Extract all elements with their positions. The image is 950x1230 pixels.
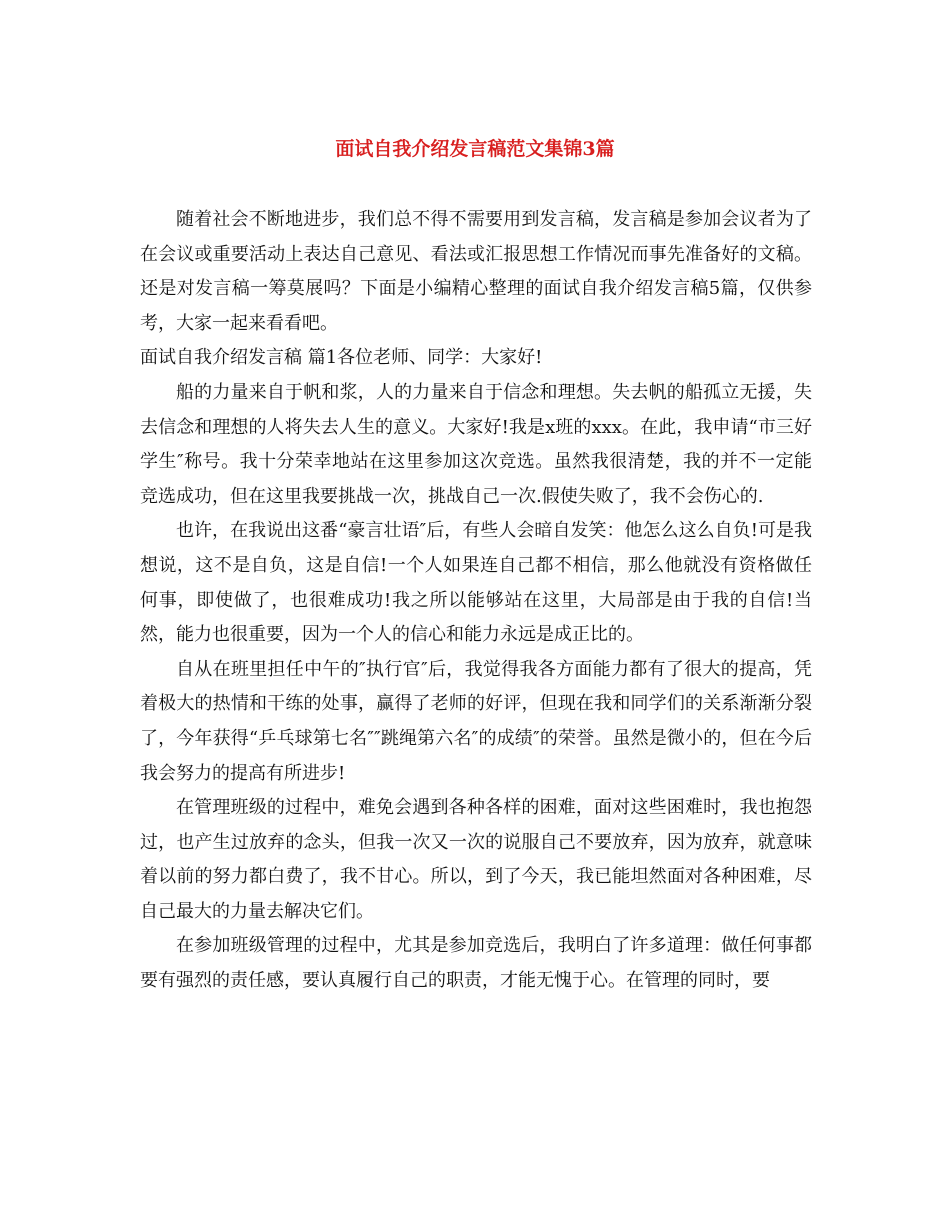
body-paragraph: 在参加班级管理的过程中，尤其是参加竞选后，我明白了许多道理：做任何事都要有强烈的责任感，要认真履行自己的职责，才能无愧于心。在管理的同时，要 [140,935,812,992]
body-paragraph: 也许，在我说出这番“豪言壮语″后，有些人会暗自发笑：他怎么这么自负!可是我想说，这不是自负，这是自信!一个人如果连自己都不相信，那么他就没有资格做任何事，即使做了，也很难成功!我之所以能够站在这里，大局部是由于我的自信!当然，能力也很重要，因为一个人的信心和能力永远是成正比的。 [140,520,812,646]
intro-paragraph: 随着社会不断地进步，我们总不得不需要用到发言稿，发言稿是参加会议者为了在会议或重要活动上表达自己意见、看法或汇报思想工作情况而事先准备好的文稿。还是对发言稿一筹莫展吗？下面是小编精心整理的面试自我介绍发言稿5篇，仅供参考，大家一起来看看吧。 [140,209,812,334]
body-paragraph: 自从在班里担任中午的″执行官″后，我觉得我各方面能力都有了很大的提高，凭着极大的热情和干练的处事，赢得了老师的好评，但现在我和同学们的关系渐渐分裂了，今年获得“乒乓球第七名″″跳绳第六名″的成绩″的荣誉。虽然是微小的，但在今后我会努力的提高有所进步! [140,658,812,784]
section-heading: 面试自我介绍发言稿 篇1各位老师、同学：大家好! [140,347,543,369]
document-body [140,203,812,999]
document-title: 面试自我介绍发言稿范文集锦3篇 [335,138,615,160]
body-paragraph: 船的力量来自于帆和浆，人的力量来自于信念和理想。失去帆的船孤立无援，失去信念和理想的人将失去人生的意义。大家好!我是x班的xxx。在此，我申请“市三好学生″称号。我十分荣幸地站在这里参加这次竞选。虽然我很清楚，我的并不一定能竞选成功，但在这里我要挑战一次，挑战自己一次.假使失败了，我不会伤心的. [140,381,812,507]
body-paragraph: 在管理班级的过程中，难免会遇到各种各样的困难，面对这些困难时，我也抱怨过，也产生过放弃的念头，但我一次又一次的说服自己不要放弃，因为放弃，就意味着以前的努力都白费了，我不甘心。所以，到了今天，我已能坦然面对各种困难，尽自己最大的力量去解决它们。 [140,797,812,922]
